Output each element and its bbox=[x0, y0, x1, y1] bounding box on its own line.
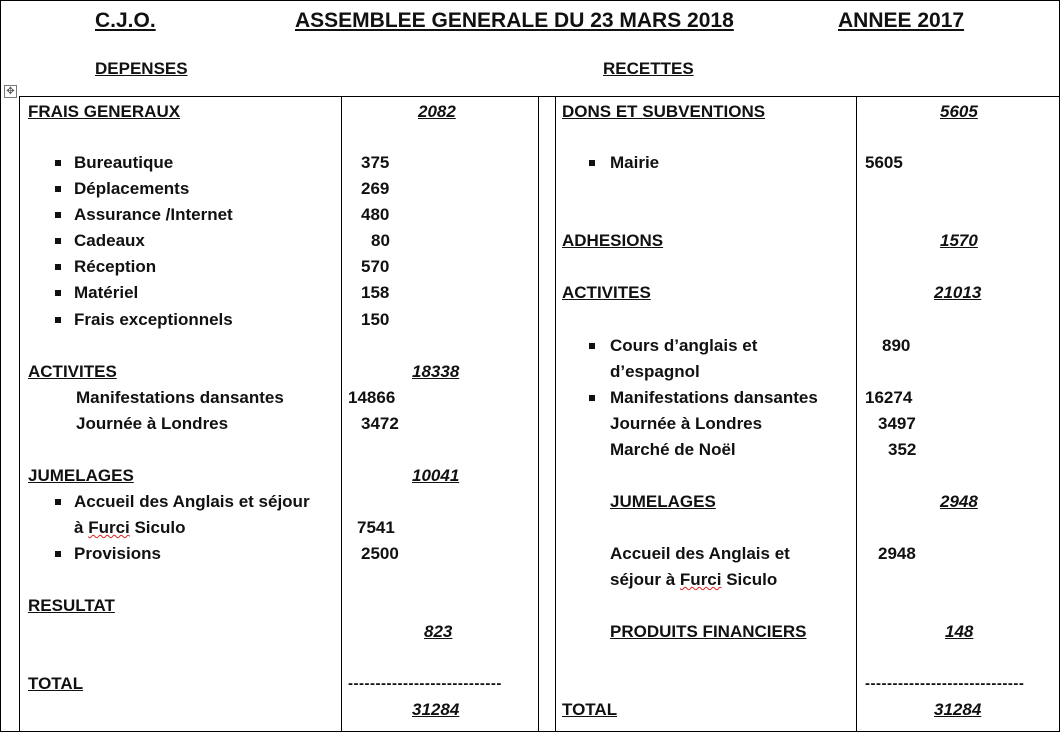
income-item-label: Manifestations dansantes bbox=[610, 388, 818, 407]
org-name: C.J.O. bbox=[95, 9, 156, 32]
bullet-icon bbox=[55, 290, 61, 296]
expense-item-value: 3472 bbox=[361, 414, 399, 433]
income-item-value: 16274 bbox=[865, 388, 913, 407]
recettes-total-separator: ----------------------------- bbox=[865, 675, 1025, 692]
activites-total: 18338 bbox=[412, 362, 460, 381]
expense-item-label: Bureautique bbox=[74, 153, 174, 172]
year-label: ANNEE 2017 bbox=[838, 9, 965, 32]
expense-item-label: Manifestations dansantes bbox=[76, 388, 284, 407]
table-move-handle-icon[interactable]: ✥ bbox=[4, 85, 17, 98]
jumelages-label: JUMELAGES bbox=[28, 466, 134, 485]
expense-item-value: 480 bbox=[361, 205, 390, 224]
recettes-activites-label: ACTIVITES bbox=[562, 283, 651, 302]
produits-financiers-label: PRODUITS FINANCIERS bbox=[610, 622, 807, 641]
bullet-icon bbox=[55, 238, 61, 244]
bullet-icon bbox=[55, 160, 61, 166]
expense-item-value: 14866 bbox=[348, 388, 396, 407]
income-item-label: Marché de Noël bbox=[610, 440, 736, 459]
activites-label: ACTIVITES bbox=[28, 362, 117, 381]
depenses-total-value: 31284 bbox=[412, 700, 460, 719]
income-item-value: 5605 bbox=[865, 153, 903, 172]
column-divider bbox=[341, 96, 342, 731]
income-item-label: Cours d’anglais et bbox=[610, 336, 758, 355]
expense-item-value: 375 bbox=[361, 153, 390, 172]
income-item-value: 890 bbox=[882, 336, 911, 355]
bullet-icon bbox=[55, 499, 61, 505]
dons-total: 5605 bbox=[940, 102, 978, 121]
produits-financiers-value: 148 bbox=[945, 622, 974, 641]
column-divider bbox=[538, 96, 539, 731]
bullet-icon bbox=[55, 317, 61, 323]
expense-item-value: 150 bbox=[361, 310, 390, 329]
bullet-icon bbox=[589, 343, 595, 349]
recettes-activites-total: 21013 bbox=[934, 283, 982, 302]
expense-item-label: Déplacements bbox=[74, 179, 190, 198]
expense-item-label: Cadeaux bbox=[74, 231, 145, 250]
bullet-icon bbox=[589, 160, 595, 166]
income-item-label: Mairie bbox=[610, 153, 660, 172]
resultat-label: RESULTAT bbox=[28, 596, 115, 615]
expense-item-value: 158 bbox=[361, 283, 390, 302]
expense-item-label: Assurance /Internet bbox=[74, 205, 233, 224]
income-item-label-continued: d’espagnol bbox=[610, 362, 700, 381]
adhesions-label: ADHESIONS bbox=[562, 231, 664, 250]
recettes-heading: RECETTES bbox=[603, 59, 694, 78]
column-divider bbox=[555, 96, 556, 731]
column-divider bbox=[856, 96, 857, 731]
adhesions-total: 1570 bbox=[940, 231, 978, 250]
bullet-icon bbox=[55, 551, 61, 557]
dons-label: DONS ET SUBVENTIONS bbox=[562, 102, 766, 121]
frais-generaux-total: 2082 bbox=[418, 102, 456, 121]
income-item-label: Accueil des Anglais et bbox=[610, 544, 790, 563]
expense-item-label-continued: à Furci Siculo bbox=[74, 518, 186, 537]
bullet-icon bbox=[55, 212, 61, 218]
expense-item-value: 80 bbox=[371, 231, 390, 250]
expense-item-value: 570 bbox=[361, 257, 390, 276]
expense-item-label: Matériel bbox=[74, 283, 139, 302]
recettes-total-value: 31284 bbox=[934, 700, 982, 719]
page-title: ASSEMBLEE GENERALE DU 23 MARS 2018 bbox=[295, 9, 734, 32]
expense-item-label: Journée à Londres bbox=[76, 414, 229, 433]
bullet-icon bbox=[589, 395, 595, 401]
table-top-border bbox=[19, 96, 1059, 97]
frais-generaux-label: FRAIS GENERAUX bbox=[28, 102, 181, 121]
recettes-jumelages-label: JUMELAGES bbox=[610, 492, 716, 511]
expense-item-value: 2500 bbox=[361, 544, 399, 563]
income-item-label-continued: séjour à Furci Siculo bbox=[610, 570, 778, 589]
income-item-value: 2948 bbox=[878, 544, 916, 563]
expense-item-label: Réception bbox=[74, 257, 157, 276]
resultat-value: 823 bbox=[424, 622, 453, 641]
recettes-total-label: TOTAL bbox=[562, 700, 618, 719]
bullet-icon bbox=[55, 186, 61, 192]
income-item-value: 352 bbox=[888, 440, 917, 459]
income-item-value: 3497 bbox=[878, 414, 916, 433]
expense-item-value: 269 bbox=[361, 179, 390, 198]
expense-item-label: Provisions bbox=[74, 544, 161, 563]
jumelages-total: 10041 bbox=[412, 466, 460, 485]
expense-item-value: 7541 bbox=[357, 518, 395, 537]
income-item-label: Journée à Londres bbox=[610, 414, 763, 433]
recettes-jumelages-total: 2948 bbox=[940, 492, 978, 511]
bullet-icon bbox=[55, 264, 61, 270]
depenses-total-separator: ---------------------------- bbox=[348, 675, 502, 692]
depenses-heading: DEPENSES bbox=[95, 59, 188, 78]
expense-item-label: Frais exceptionnels bbox=[74, 310, 233, 329]
expense-item-label: Accueil des Anglais et séjour bbox=[74, 492, 310, 511]
table-left-border bbox=[19, 96, 20, 731]
depenses-total-label: TOTAL bbox=[28, 674, 84, 693]
